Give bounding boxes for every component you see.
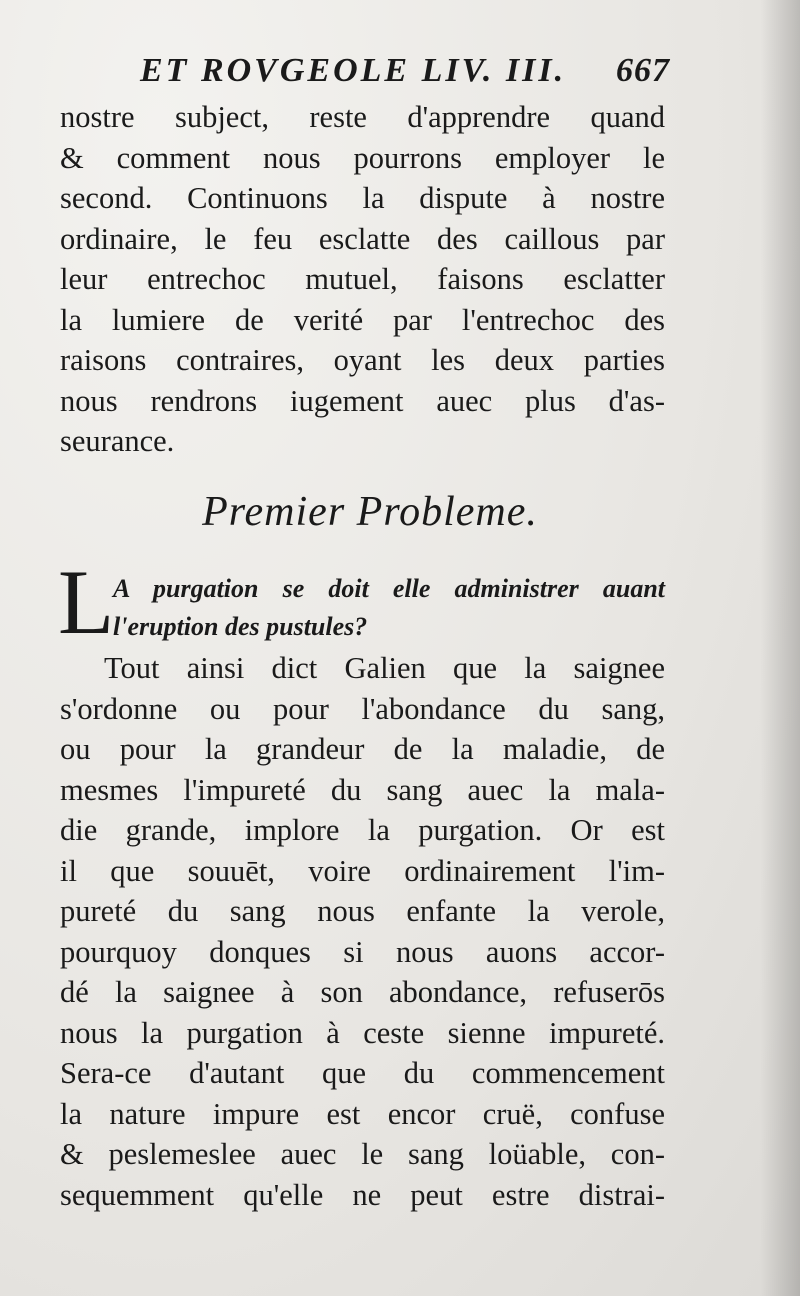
text-line: second. Continuons la dispute à nostre	[60, 181, 665, 215]
text-line: ou pour la grandeur de la maladie, de	[60, 732, 665, 766]
question-line: A purgation se doit elle administrer auant	[113, 574, 665, 603]
page-number: 667	[616, 52, 670, 89]
text-line: nous la purgation à ceste sienne impureté.	[60, 1015, 665, 1050]
paragraph-1	[60, 97, 665, 462]
text-line: raisons contraires, oyant les deux parties	[60, 343, 665, 377]
text-line: mesmes l'impureté du sang auec la mala-	[60, 772, 665, 807]
text-line: pureté du sang nous enfante la verole,	[60, 894, 665, 928]
text-line: seurance.	[60, 424, 175, 458]
text-line: Tout ainsi dict Galien que la saignee	[104, 651, 665, 685]
problem-question	[113, 570, 665, 646]
text-line: die grande, implore la purgation. Or est	[60, 813, 665, 847]
running-title: ET ROVGEOLE LIV. III.	[140, 52, 567, 89]
text-line: & comment nous pourrons employer le	[60, 140, 665, 175]
gutter-shadow	[760, 0, 800, 1296]
text-line: la nature impure est encor cruë, confuse	[60, 1096, 665, 1131]
text-line: nous rendrons iugement auec plus d'as-	[60, 383, 665, 418]
text-line: leur entrechoc mutuel, faisons esclatter	[60, 262, 665, 296]
text-line: s'ordonne ou pour l'abondance du sang,	[60, 691, 665, 726]
section-title: Premier Probleme.	[202, 489, 538, 535]
text-line: ordinaire, le feu esclatte des caillous par	[60, 221, 665, 256]
text-line: la lumiere de verité par l'entrechoc des	[60, 302, 665, 337]
text-line: il que souuēt, voire ordinairement l'im-	[60, 853, 665, 888]
text-line: & peslemeslee auec le sang loüable, con-	[60, 1137, 665, 1171]
question-line: l'eruption des pustules?	[113, 612, 368, 641]
text-line: nostre subject, reste d'apprendre quand	[60, 100, 665, 134]
paragraph-2	[60, 648, 665, 1215]
text-line: pourquoy donques si nous auons accor-	[60, 934, 665, 969]
text-line: dé la saignee à son abondance, refuserōs	[60, 975, 665, 1009]
text-line: Sera-ce d'autant que du commencement	[60, 1056, 665, 1090]
running-header	[140, 52, 670, 90]
drop-cap: L	[58, 551, 115, 653]
text-line: sequemment qu'elle ne peut estre distrai-	[60, 1177, 665, 1212]
